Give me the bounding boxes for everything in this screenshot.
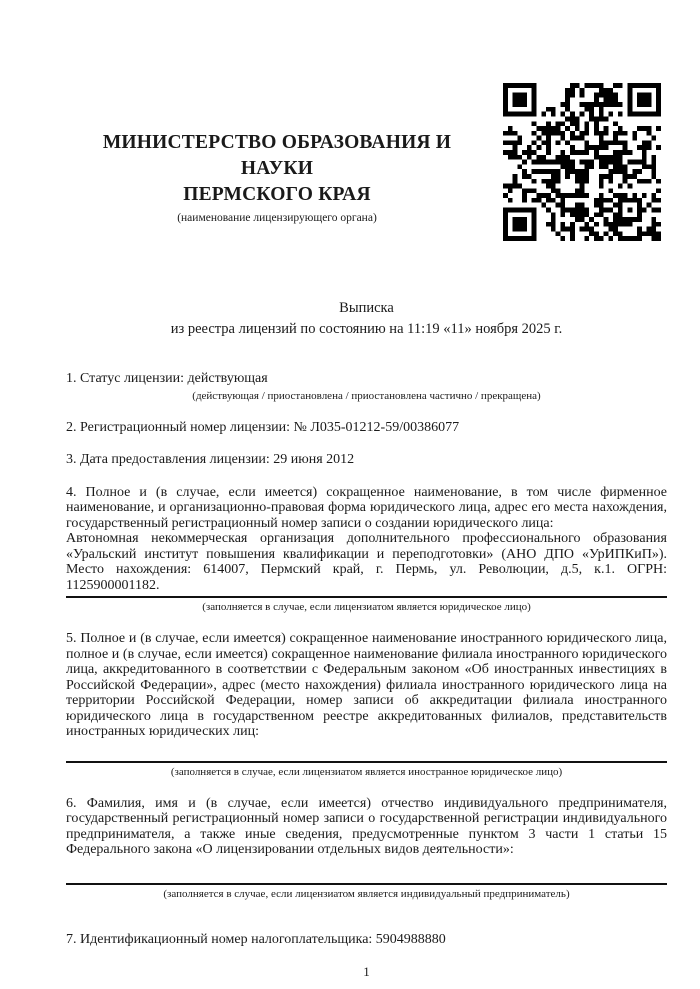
field-text: 2. Регистрационный номер лицензии: № Л035-01212-59/00386077 bbox=[66, 419, 460, 435]
field-caption: (заполняется в случае, если лицензиатом является юридическое лицо) bbox=[202, 601, 531, 613]
field-individual-entrepreneur bbox=[66, 796, 667, 901]
field-taxpayer-id bbox=[66, 932, 667, 948]
qr-code-icon bbox=[503, 83, 661, 241]
ministry-name-line1: МИНИСТЕРСТВО ОБРАЗОВАНИЯ И НАУКИ bbox=[102, 132, 452, 179]
field-text: 6. Фамилия, имя и (в случае, если имеется) отчество индивидуального предпринимателя, государственный регистрационный номер записи о государственной регистрации индивидуального предпринимателя, а также иные сведения, предусмотренные пунктом 3 части 1 статьи 15 Федерального закона «О лицензировании отдельных видов деятельности»: bbox=[66, 795, 667, 857]
field-text: 4. Полное и (в случае, если имеется) сокращенное наименование, в том числе фирменное наименование, и организационно-правовая форма юридического лица, адрес его места нахождения, государственный регистрационный номер записи о создании юридического лица: bbox=[66, 484, 667, 531]
fill-in-line bbox=[66, 596, 667, 598]
field-license-status bbox=[66, 371, 667, 403]
document-title-line1: Выписка bbox=[339, 300, 394, 316]
fill-in-line bbox=[66, 761, 667, 763]
ministry-name-line2: ПЕРМСКОГО КРАЯ bbox=[183, 184, 371, 205]
answer-blank bbox=[66, 740, 667, 758]
field-foreign-entity bbox=[66, 631, 667, 779]
field-caption: (действующая / приостановлена / приостановлена частично / прекращена) bbox=[192, 389, 541, 402]
field-grant-date bbox=[66, 452, 667, 468]
ministry-caption: (наименование лицензирующего органа) bbox=[177, 212, 377, 224]
field-value: Автономная некоммерческая организация дополнительного профессионального образования «Уральский институт повышения квалификации и переподготовки» (АНО ДПО «УрИПКиП»). Место нахождения: 614007, Пермский край, г. Пермь, ул. Революции, д.5, к.1. ОГРН: 1125900001182. bbox=[66, 531, 667, 593]
field-text: 5. Полное и (в случае, если имеется) сокращенное наименование иностранного юридического лица, полное и (в случае, если имеется) сокращенное наименование филиала иностранного юридического лица, аккредитованного в соответствии с Федеральным законом «Об иностранных инвестициях в Российской Федерации», адрес (место нахождения) филиала иностранного юридического лица на территории Российской Федерации, номер записи об аккредитации филиала иностранного юридического лица в государственном реестре аккредитованных филиалов, представительств иностранных юридических лиц: bbox=[66, 631, 667, 739]
page-number: 1 bbox=[363, 964, 370, 979]
field-registration-number bbox=[66, 420, 667, 436]
field-caption: (заполняется в случае, если лицензиатом является индивидуальный предприниматель) bbox=[163, 887, 570, 900]
answer-blank bbox=[66, 858, 667, 880]
document-header bbox=[66, 0, 667, 245]
document-title-line2: из реестра лицензий по состоянию на 11:19 «11» ноября 2025 г. bbox=[170, 321, 563, 337]
field-text: 1. Статус лицензии: действующая bbox=[66, 371, 268, 386]
field-legal-entity bbox=[66, 485, 667, 615]
fill-in-line bbox=[66, 883, 667, 885]
field-caption: (заполняется в случае, если лицензиатом является иностранное юридическое лицо) bbox=[170, 765, 563, 778]
field-text: 7. Идентификационный номер налогоплательщика: 5904988880 bbox=[66, 931, 446, 947]
licensing-authority-block bbox=[66, 130, 488, 225]
document-title bbox=[66, 298, 667, 340]
field-text: 3. Дата предоставления лицензии: 29 июня 2012 bbox=[66, 452, 355, 467]
